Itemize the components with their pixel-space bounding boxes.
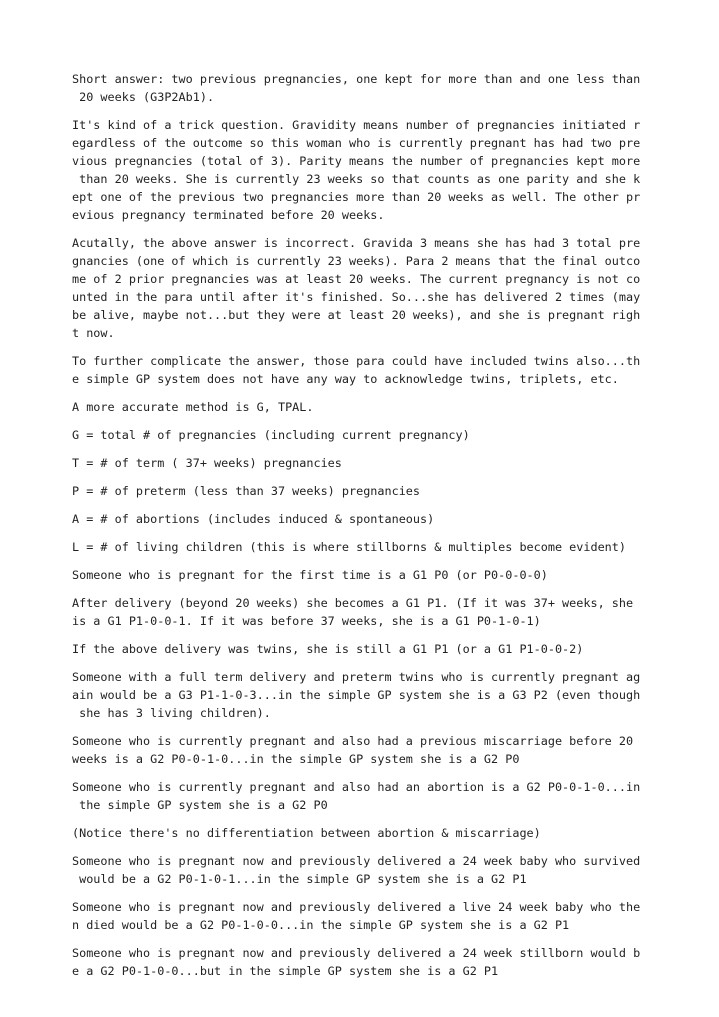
example-abortion: Someone who is currently pregnant and also had an abortion is a G2 P0-0-1-0...in the simple GP system she is a G2 P0 — [72, 780, 641, 812]
definition-a: A = # of abortions (includes induced & spontaneous) — [72, 512, 435, 526]
note-no-differentiation: (Notice there's no differentiation between abortion & miscarriage) — [72, 826, 541, 840]
example-24-week-survived: Someone who is pregnant now and previously delivered a 24 week baby who survived would be a G2 P0-1-0-1...in the simple GP system she is a G2 P1 — [72, 854, 641, 886]
example-first-pregnancy: Someone who is pregnant for the first time is a G1 P0 (or P0-0-0-0) — [72, 568, 548, 582]
definition-t: T = # of term ( 37+ weeks) pregnancies — [72, 456, 342, 470]
example-full-term-and-twins: Someone with a full term delivery and preterm twins who is currently pregnant ag ain would be a G3 P1-1-0-3...in the simple GP system she is a G3 P2 (even though she has 3 living children). — [72, 670, 641, 720]
definition-l: L = # of living children (this is where stillborns & multiples become evident) — [72, 540, 626, 554]
example-twins: If the above delivery was twins, she is still a G1 P1 (or a G1 P1-0-0-2) — [72, 642, 584, 656]
example-after-delivery: After delivery (beyond 20 weeks) she becomes a G1 P1. (If it was 37+ weeks, she is a G1 P1-0-0-1. If it was before 37 weeks, she is a G1 P0-1-0-1) — [72, 596, 634, 628]
definition-g: G = total # of pregnancies (including current pregnancy) — [72, 428, 470, 442]
example-24-week-died: Someone who is pregnant now and previously delivered a live 24 week baby who the n died would be a G2 P0-1-0-0...in the simple GP system she is a G2 P1 — [72, 900, 641, 932]
document-page — [72, 70, 652, 990]
paragraph-correction: Acutally, the above answer is incorrect. Gravida 3 means she has had 3 total pre gnancies (one of which is currently 23 weeks). Para 2 means that the final outco me of 2 prior pregnancies was at least 20 weeks. The current pregnancy is not co unted in the para until after it's finished. So...she has delivered 2 times (may be alive, maybe not...but they were at least 20 weeks), and she is pregnant righ t now. — [72, 236, 641, 340]
paragraph-short-answer: Short answer: two previous pregnancies, one kept for more than and one less than 20 weeks (G3P2Ab1). — [72, 72, 641, 104]
example-24-week-stillborn: Someone who is pregnant now and previously delivered a 24 week stillborn would b e a G2 P0-1-0-0...but in the simple GP system she is a G2 P1 — [72, 946, 641, 978]
definition-p: P = # of preterm (less than 37 weeks) pregnancies — [72, 484, 421, 498]
paragraph-trick-question: It's kind of a trick question. Gravidity means number of pregnancies initiated r egardless of the outcome so this woman who is currently pregnant has had two pre vious pregnancies (total of 3). Parity means the number of pregnancies kept more than 20 weeks. She is currently 23 weeks so that counts as one parity and she k ept one of the previous two pregnancies more than 20 weeks as well. The other pr evious pregnancy terminated before 20 weeks. — [72, 118, 641, 222]
paragraph-twins-complication: To further complicate the answer, those para could have included twins also...th e simple GP system does not have any way to acknowledge twins, triplets, etc. — [72, 354, 641, 386]
example-miscarriage: Someone who is currently pregnant and also had a previous miscarriage before 20 weeks is a G2 P0-0-1-0...in the simple GP system she is a G2 P0 — [72, 734, 634, 766]
paragraph-tpal-intro: A more accurate method is G, TPAL. — [72, 400, 314, 414]
